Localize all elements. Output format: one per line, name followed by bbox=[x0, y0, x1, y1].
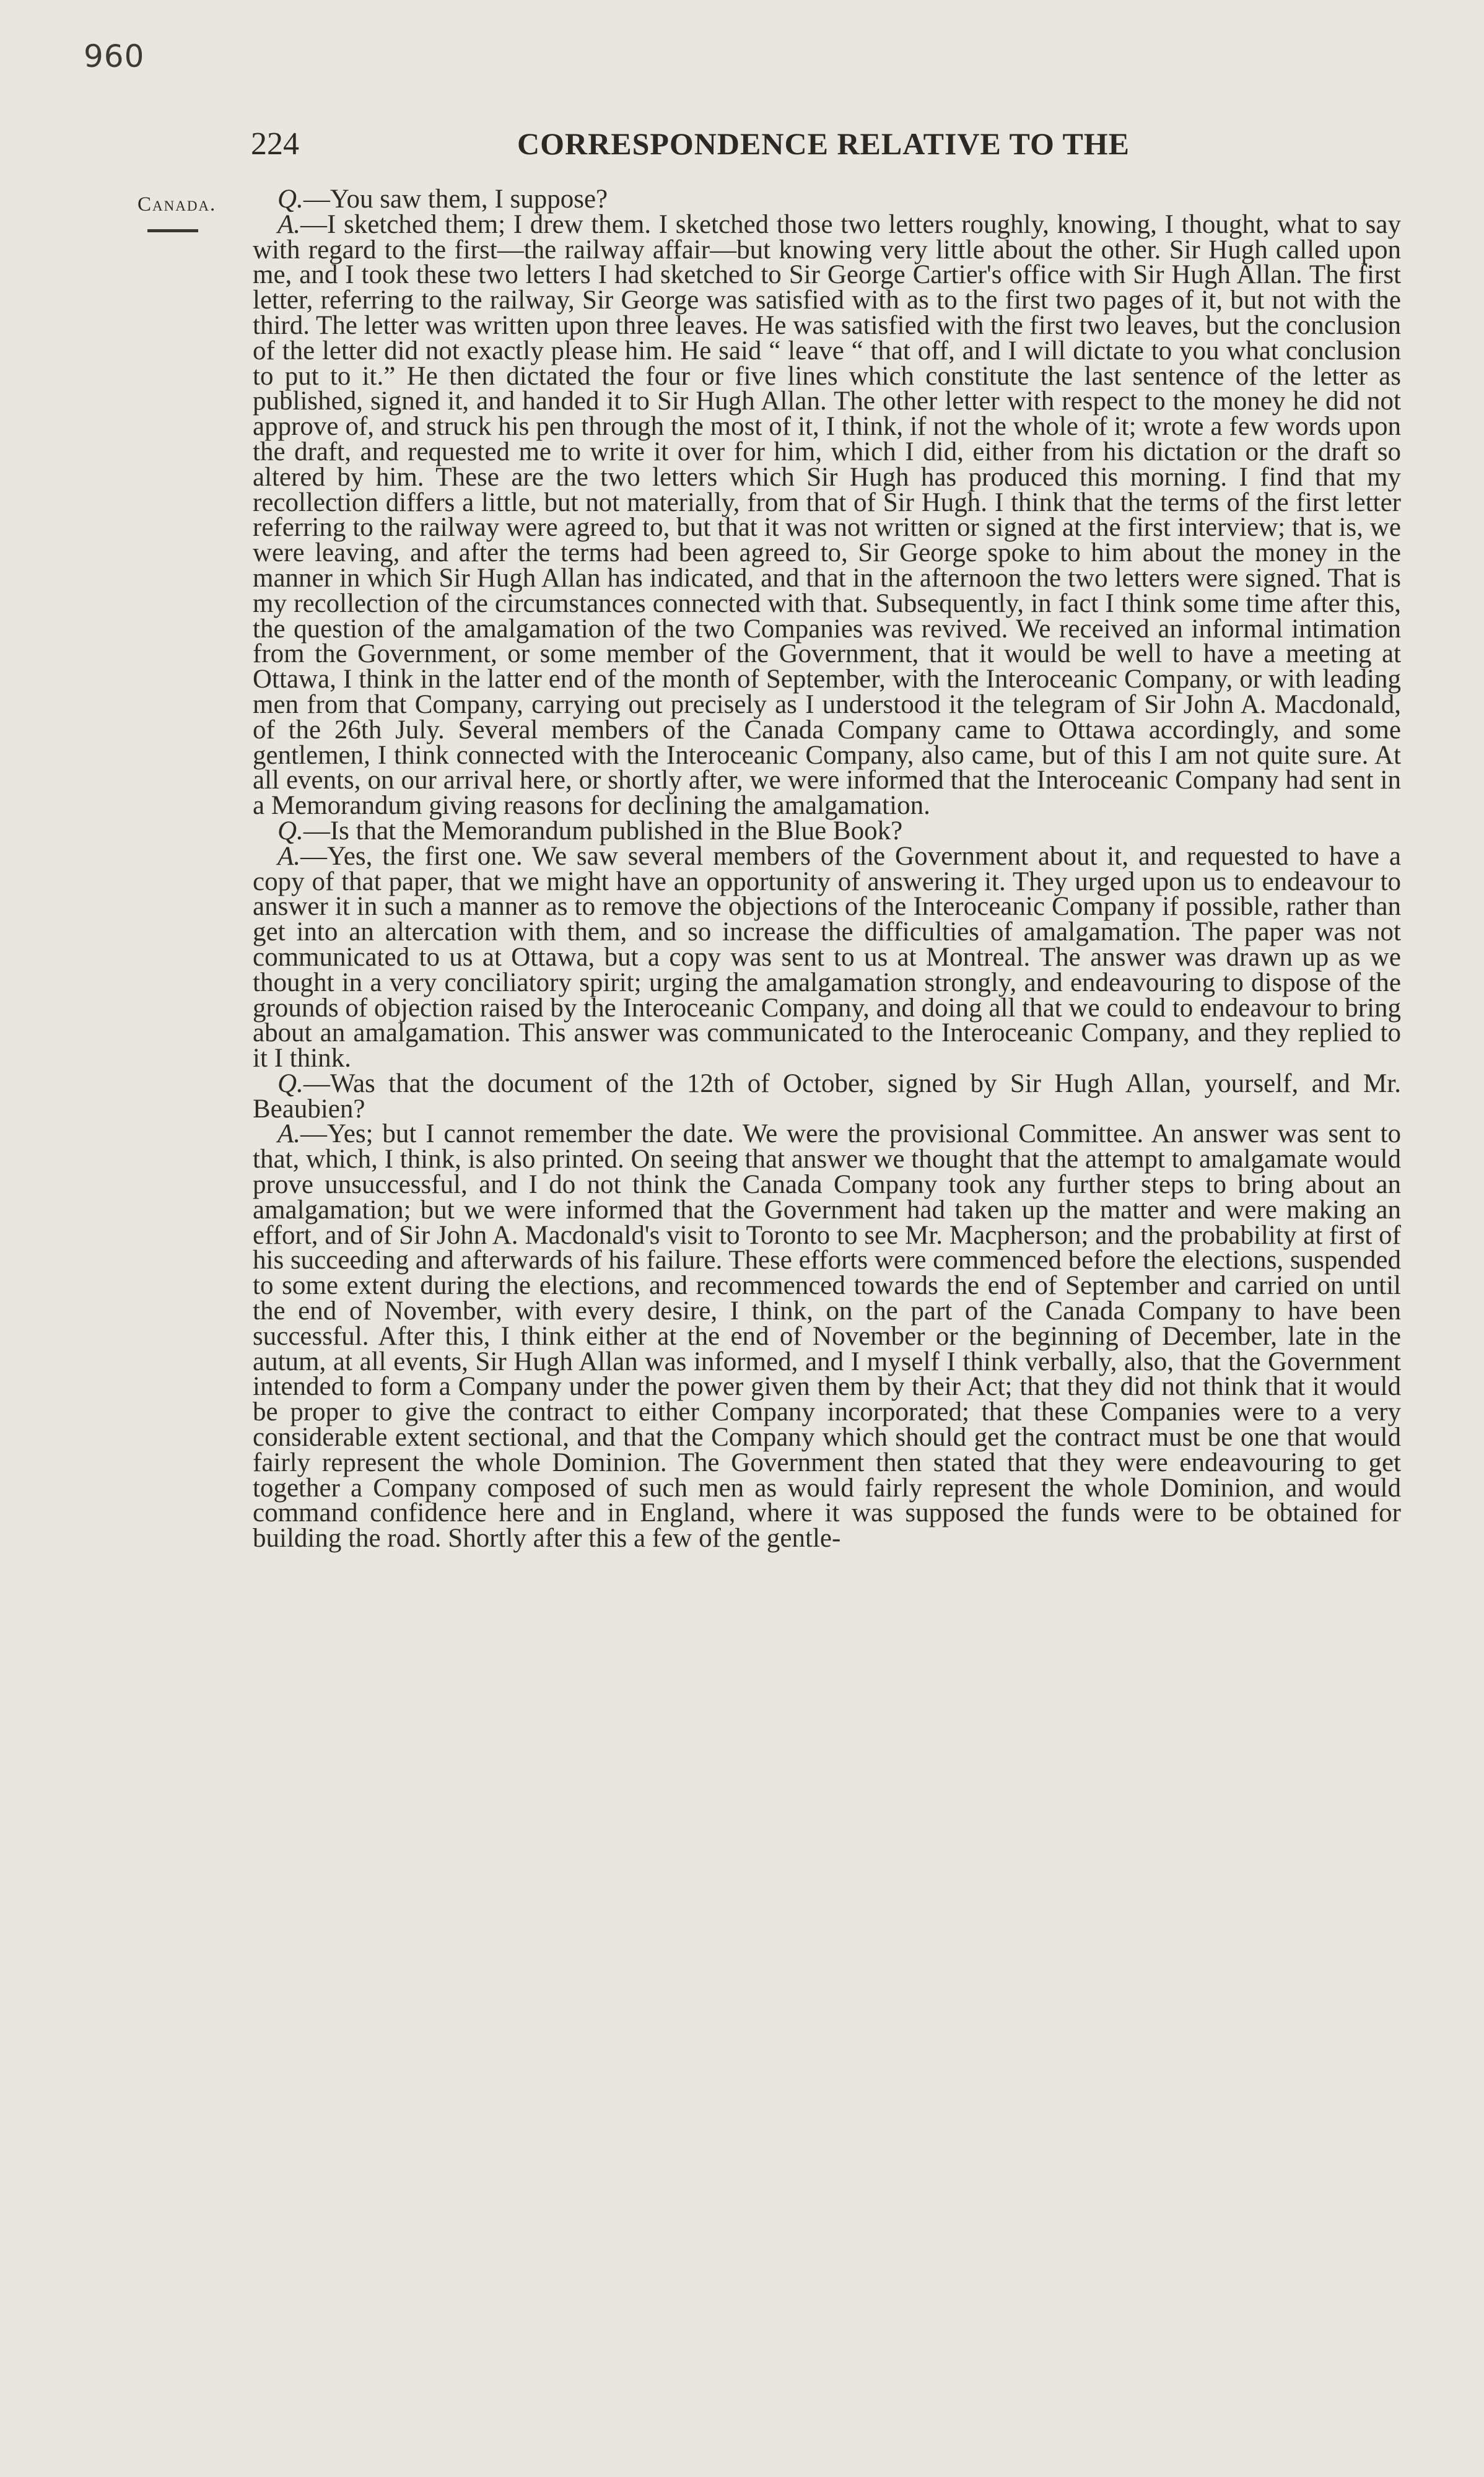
paragraph-text: —I sketched them; I drew them. I sketched those two letters roughly, knowing, I thought, what to say with regard to the first—the railway affair—but knowing very little about the other. Sir Hugh called upon me, and I took these two letters I had sketched to Sir George Cartier's office with Sir Hugh Allan. The first letter, referring to the railway, Sir George was satisfied with as to the first two pages of it, but not with the third. The letter was written upon three leaves. He was satisfied with the first two leaves, but the conclusion of the letter did not exactly please him. He said “ leave “ that off, and I will dictate to you what conclusion to put to it.” He then dictated the four or five lines which constitute the last sentence of the letter as published, signed it, and handed it to Sir Hugh Allan. The other letter with respect to the money he did not approve of, and struck his pen through the most of it, I think, if not the whole of it; wrote a few words upon the draft, and requested me to write it over for him, which I did, either from his dictation or the draft so altered by him. These are the two letters which Sir Hugh has produced this morning. I find that my recollection differs a little, but not materially, from that of Sir Hugh. I think that the terms of the first letter referring to the railway were agreed to, but that it was not written or signed at the first interview; that is, we were leaving, and after the terms had been agreed to, Sir George spoke to him about the money in the manner in which Sir Hugh Allan has indicated, and that in the afternoon the two letters were signed. That is my recollection of the circumstances connected with that. Subsequently, in fact I think some time after this, the question of the amalgamation of the two Companies was revived. We received an informal intimation from the Government, or some member of the Government, that it would be well to have a meeting at Ottawa, I think in the latter end of the month of September, with the Interoceanic Company, or with leading men from that Company, carrying out precisely as I understood it the telegram of Sir John A. Macdonald, of the 26th July. Several members of the Canada Company came to Ottawa accordingly, and some gentlemen, I think connected with the Interoceanic Company, also came, but of this I am not quite sure. At all events, on our arrival here, or shortly after, we were informed that the Interoceanic Company had sent in a Memorandum giving reasons for declining the amalgamation. bbox=[253, 209, 1401, 821]
paragraph-text: —Yes; but I cannot remember the date. We were the provisional Committee. An answer was sent to that, which, I think, is also printed. On seeing that answer we thought that the attempt to amalgamate would prove unsuccessful, and I do not think the Canada Company took any further steps to bring about an amalgamation; but we were informed that the Government had taken up the matter and were making an effort, and of Sir John A. Macdonald's visit to Toronto to see Mr. Macpherson; and the probability at first of his succeeding and afterwards of his failure. These efforts were commenced before the elections, suspended to some extent during the elections, and recommenced towards the end of September and carried on until the end of November, with every desire, I think, on the part of the Canada Company to have been successful. After this, I think either at the end of November or the beginning of December, late in the autum, at all events, Sir Hugh Allan was informed, and I myself I think verbally, also, that the Government intended to form a Company under the power given them by their Act; that they did not think that it would be proper to give the contract to either Company incorporated; that these Companies were to a very considerable extent sectional, and that the Company which should get the contract must be one that would fairly represent the whole Dominion. The Government then stated that they were endeavouring to get together a Company composed of such men as would fairly represent the whole Dominion, and would command confidence here and in England, where it was supposed the funds were to be obtained for building the road. Shortly after this a few of the gentle- bbox=[253, 1119, 1401, 1553]
speaker-label: Q. bbox=[277, 185, 303, 214]
paragraph bbox=[253, 1068, 1401, 1124]
archive-page-stamp: 960 bbox=[84, 38, 145, 74]
speaker-label: Q. bbox=[277, 816, 303, 845]
paragraph bbox=[253, 187, 1401, 212]
margin-rule bbox=[147, 229, 198, 232]
paragraph bbox=[253, 1119, 1401, 1553]
speaker-label: A. bbox=[277, 1119, 301, 1149]
body-text bbox=[253, 187, 1401, 1552]
margin-note: Canada. bbox=[137, 193, 217, 216]
paragraph bbox=[253, 209, 1401, 821]
paragraph-text: —Was that the document of the 12th of October, signed by Sir Hugh Allan, yourself, and Mr. Beaubien? bbox=[253, 1068, 1401, 1124]
paragraph-text: —Is that the Memorandum published in the Blue Book? bbox=[303, 816, 903, 845]
paragraph bbox=[253, 816, 1401, 845]
speaker-label: Q. bbox=[277, 1068, 303, 1098]
paragraph bbox=[253, 841, 1401, 1073]
paragraph-text: —You saw them, I suppose? bbox=[303, 185, 608, 214]
running-head: CORRESPONDENCE RELATIVE TO THE bbox=[517, 126, 1130, 161]
paragraph-text: —Yes, the first one. We saw several members of the Government about it, and requested to have a copy of that paper, that we might have an opportunity of answering it. They urged upon us to endeavour to answer it in such a manner as to remove the objections of the Interoceanic Company if possible, rather than get into an altercation with them, and so increase the difficulties of amalgamation. The paper was not communicated to us at Ottawa, but a copy was sent to us at Montreal. The answer was drawn up as we thought in a very conciliatory spirit; urging the amalgamation strongly, and endeavouring to dispose of the grounds of objection raised by the Interoceanic Company, and doing all that we could to endeavour to bring about an amalgamation. This answer was communicated to the Interoceanic Company, and they replied to it I think. bbox=[253, 841, 1401, 1073]
speaker-label: A. bbox=[277, 209, 301, 239]
page-number: 224 bbox=[251, 126, 299, 162]
speaker-label: A. bbox=[277, 841, 301, 871]
